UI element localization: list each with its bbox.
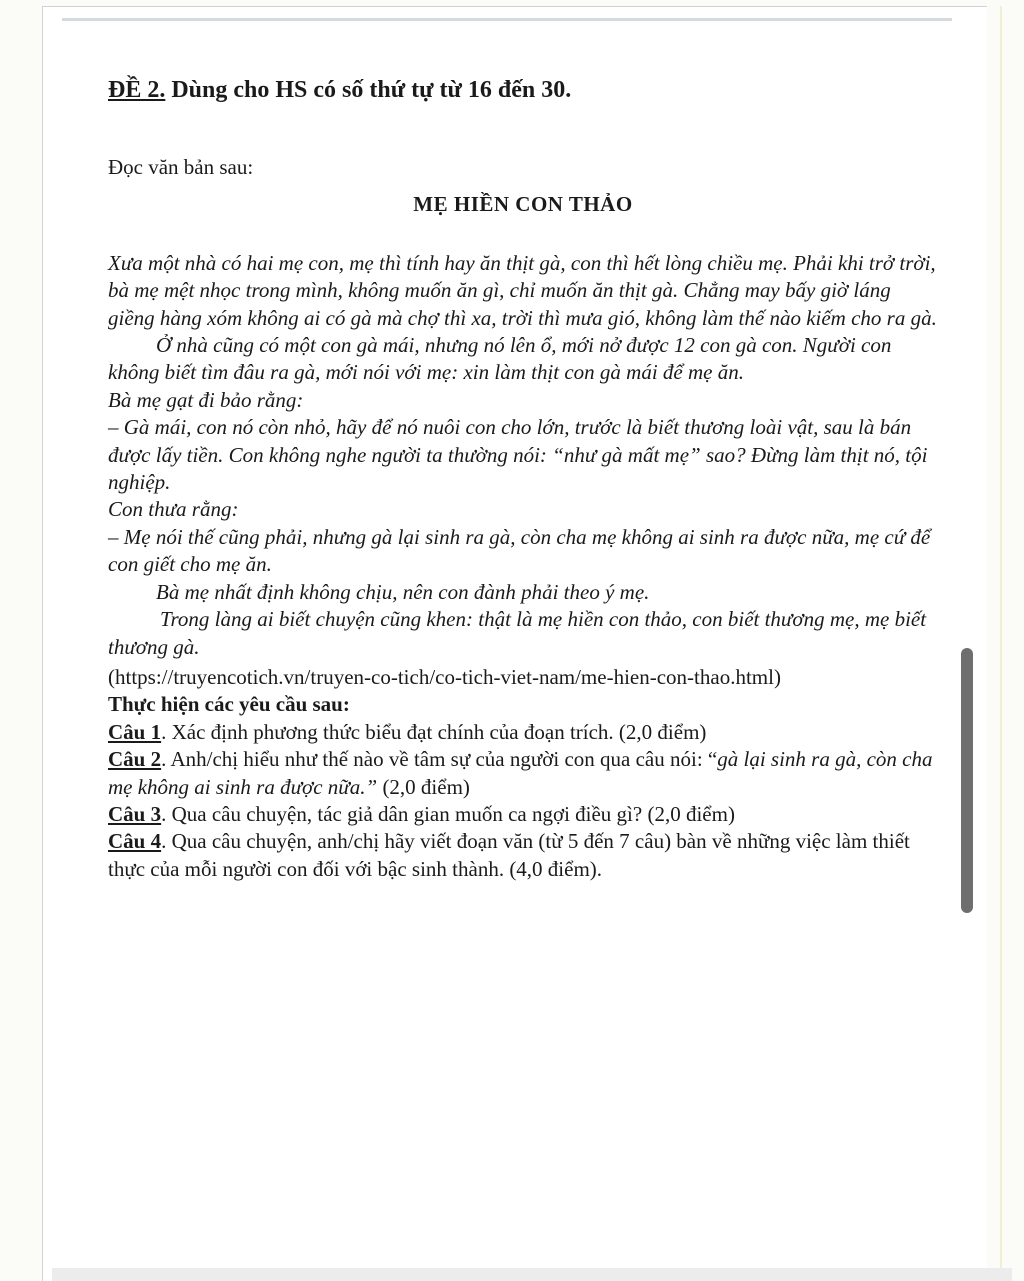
exam-heading-text: Dùng cho HS có số thứ tự từ 16 đến 30. xyxy=(165,77,572,103)
story-paragraph-5: Con thưa rằng: xyxy=(108,497,239,522)
tasks-title: Thực hiện các yêu cầu sau: xyxy=(108,692,350,717)
question-4 xyxy=(108,828,938,883)
vertical-scrollbar[interactable] xyxy=(961,648,973,913)
reading-instruction: Đọc văn bản sau: xyxy=(108,155,254,179)
story-text xyxy=(108,250,938,661)
story-paragraph-6: – Mẹ nói thế cũng phải, nhưng gà lại sinh ra gà, còn cha mẹ không ai sinh ra được nữa, mẹ cứ để con giết cho mẹ ăn. xyxy=(108,524,931,577)
question-label: Câu 1 xyxy=(108,719,162,744)
question-label: Câu 2 xyxy=(108,747,162,772)
page-right-edge xyxy=(1000,6,1002,1281)
story-paragraph-4: – Gà mái, con nó còn nhỏ, hãy để nó nuôi con cho lớn, trước là biết thương loài vật, sau là bán được lấy tiền. Con không nghe người ta thường nói: “như gà mất mẹ” sao? Đừng làm thịt nó, tội nghiệp. xyxy=(108,415,928,495)
question-1 xyxy=(108,719,938,746)
question-points: (2,0 điểm) xyxy=(377,774,470,799)
exam-content xyxy=(108,70,938,883)
story-title: MẸ HIỀN CON THẢO xyxy=(413,192,633,217)
exam-heading xyxy=(108,70,938,110)
story-paragraph-2: Ở nhà cũng có một con gà mái, nhưng nó lên ổ, mới nở được 12 con gà con. Người con không biết tìm đâu ra gà, mới nói với mẹ: xin làm thịt con gà mái để mẹ ăn. xyxy=(108,333,892,385)
question-3 xyxy=(108,801,938,828)
story-paragraph-8: Trong làng ai biết chuyện cũng khen: thật là mẹ hiền con thảo, con biết thương mẹ, mẹ biết thương gà. xyxy=(108,607,927,659)
page-top-divider xyxy=(62,18,952,21)
question-text: . Anh/chị hiểu như thế nào về tâm sự của người con qua câu nói: “ xyxy=(161,747,718,772)
question-label: Câu 3 xyxy=(108,801,162,826)
question-quote: gà lại sinh ra gà, còn cha mẹ không ai sinh ra được nữa.” xyxy=(108,747,933,799)
exam-heading-label: ĐỀ 2. xyxy=(108,77,166,103)
question-text: . Qua câu chuyện, tác giả dân gian muốn ca ngợi điều gì? (2,0 điểm) xyxy=(161,801,735,826)
question-2 xyxy=(108,746,938,801)
question-text: . Qua câu chuyện, anh/chị hãy viết đoạn văn (từ 5 đến 7 câu) bàn về những việc làm thiết thực của mỗi người con đối với bậc sinh thành. (4,0 điểm). xyxy=(108,829,910,881)
story-paragraph-3: Bà mẹ gạt đi bảo rằng: xyxy=(108,387,304,412)
source-link: (https://truyencotich.vn/truyen-co-tich/co-tich-viet-nam/me-hien-con-thao.html) xyxy=(108,664,781,689)
question-text: . Xác định phương thức biểu đạt chính của đoạn trích. (2,0 điểm) xyxy=(161,719,707,744)
story-paragraph-7: Bà mẹ nhất định không chịu, nên con đành phải theo ý mẹ. xyxy=(156,579,650,604)
question-label: Câu 4 xyxy=(108,829,162,854)
story-paragraph-1: Xưa một nhà có hai mẹ con, mẹ thì tính hay ăn thịt gà, con thì hết lòng chiều mẹ. Phải khi trở trời, bà mẹ mệt nhọc trong mình, không muốn ăn gì, chỉ muốn ăn thịt gà. Chẳng may bấy giờ láng giềng hàng xóm không ai có gà mà chợ thì xa, trời thì mưa gió, không làm thế nào kiếm cho ra gà. xyxy=(108,250,937,330)
page-bottom-edge xyxy=(52,1268,1012,1281)
